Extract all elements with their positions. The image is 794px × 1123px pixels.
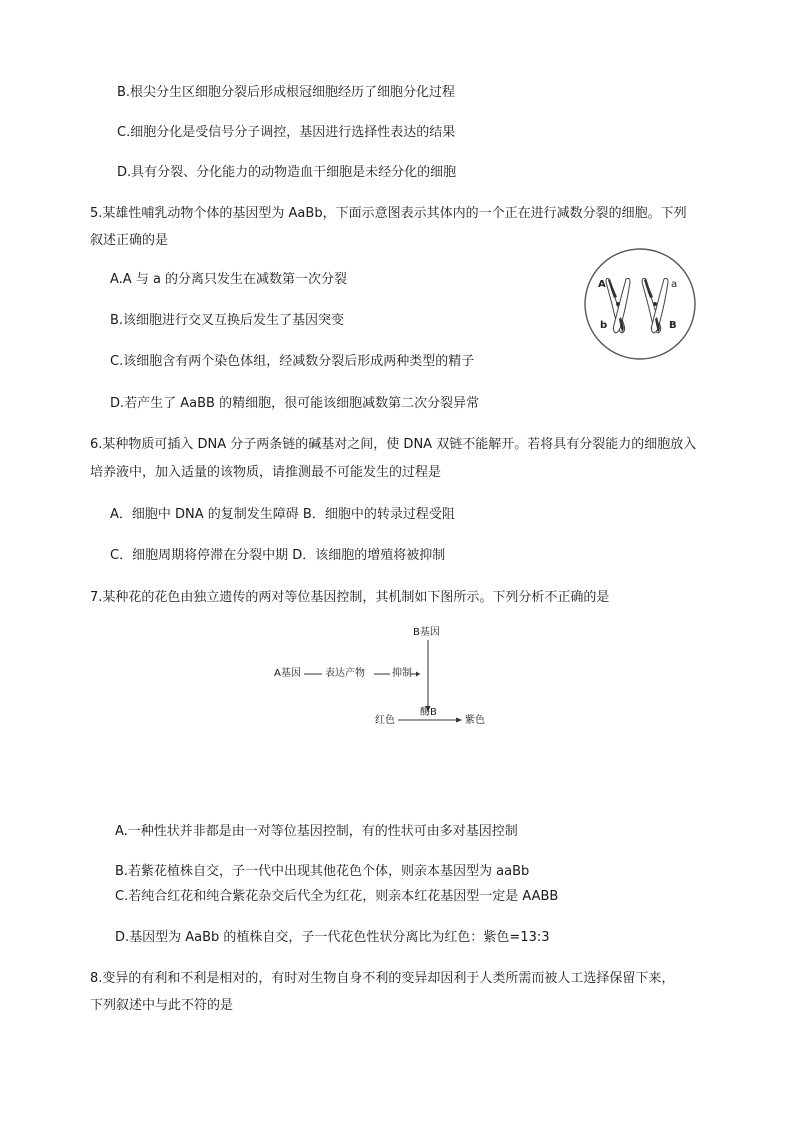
cell-membrane: [585, 249, 695, 359]
q5-option-c: C.该细胞含有两个染色体组，经减数分裂后形成两种类型的精子: [110, 354, 475, 369]
meiosis-cell-diagram: [582, 246, 698, 362]
q5-stem-line1: 5.某雄性哺乳动物个体的基因型为 AaBb，下面示意图表示其体内的一个正在进行减数分裂的细胞。下列: [90, 206, 687, 221]
q4-option-d: D.具有分裂、分化能力的动物造血干细胞是未经分化的细胞: [117, 165, 457, 180]
q7-stem: 7.某种花的花色由独立遗传的两对等位基因控制，其机制如下图所示。下列分析不正确的是: [90, 590, 610, 605]
purple-label: 紫色: [465, 715, 485, 726]
product-label: 表达产物: [325, 668, 365, 679]
q4-option-c: C.细胞分化是受信号分子调控，基因进行选择性表达的结果: [117, 125, 456, 140]
q8-stem-line1: 8.变异的有利和不利是相对的，有时对生物自身不利的变异却因利于人类所需而被人工选择保留下来，: [90, 971, 675, 986]
b-gene-label: B基因: [413, 627, 440, 638]
q6-options-cd: C．细胞周期将停滞在分裂中期 D．该细胞的增殖将被抑制: [110, 548, 446, 563]
q7-option-a: A.一种性状并非都是由一对等位基因控制，有的性状可由多对基因控制: [115, 824, 518, 839]
q7-option-d: D.基因型为 AaBb 的植株自交，子一代花色性状分离比为红色：紫色=13:3: [115, 930, 550, 945]
a-gene-label: A基因: [274, 668, 301, 679]
q5-option-b: B.该细胞进行交叉互换后发生了基因突变: [110, 313, 345, 328]
q6-stem-line1: 6.某种物质可插入 DNA 分子两条链的碱基对之间，使 DNA 双链不能解开。若将具有分裂能力的细胞放入: [90, 437, 697, 452]
q4-option-b: B.根尖分生区细胞分裂后形成根冠细胞经历了细胞分化过程: [117, 85, 456, 100]
q5-stem-line2: 叙述正确的是: [90, 233, 169, 248]
label-a: a: [671, 279, 678, 290]
label-A: A: [598, 279, 606, 290]
q5-option-d: D.若产生了 AaBB 的精细胞，很可能该细胞减数第二次分裂异常: [110, 396, 480, 411]
label-b: b: [600, 320, 608, 331]
gene-mechanism-diagram: [270, 622, 500, 740]
q6-stem-line2: 培养液中，加入适量的该物质，请推测最不可能发生的过程是: [90, 465, 442, 480]
red-label: 红色: [375, 715, 395, 726]
q8-stem-line2: 下列叙述中与此不符的是: [90, 998, 234, 1013]
q5-option-a: A.A 与 a 的分离只发生在减数第一次分裂: [110, 272, 348, 287]
enzyme-b-label: 酶B: [420, 707, 437, 718]
label-B: B: [669, 320, 677, 331]
q7-option-c: C.若纯合红花和纯合紫花杂交后代全为红花，则亲本红花基因型一定是 AABB: [115, 889, 559, 904]
inhibit-label: 抑制: [392, 668, 412, 679]
q6-options-ab: A．细胞中 DNA 的复制发生障碍 B．细胞中的转录过程受阻: [110, 507, 455, 522]
q7-option-b: B.若紫花植株自交，子一代中出现其他花色个体，则亲本基因型为 aaBb: [115, 864, 530, 879]
